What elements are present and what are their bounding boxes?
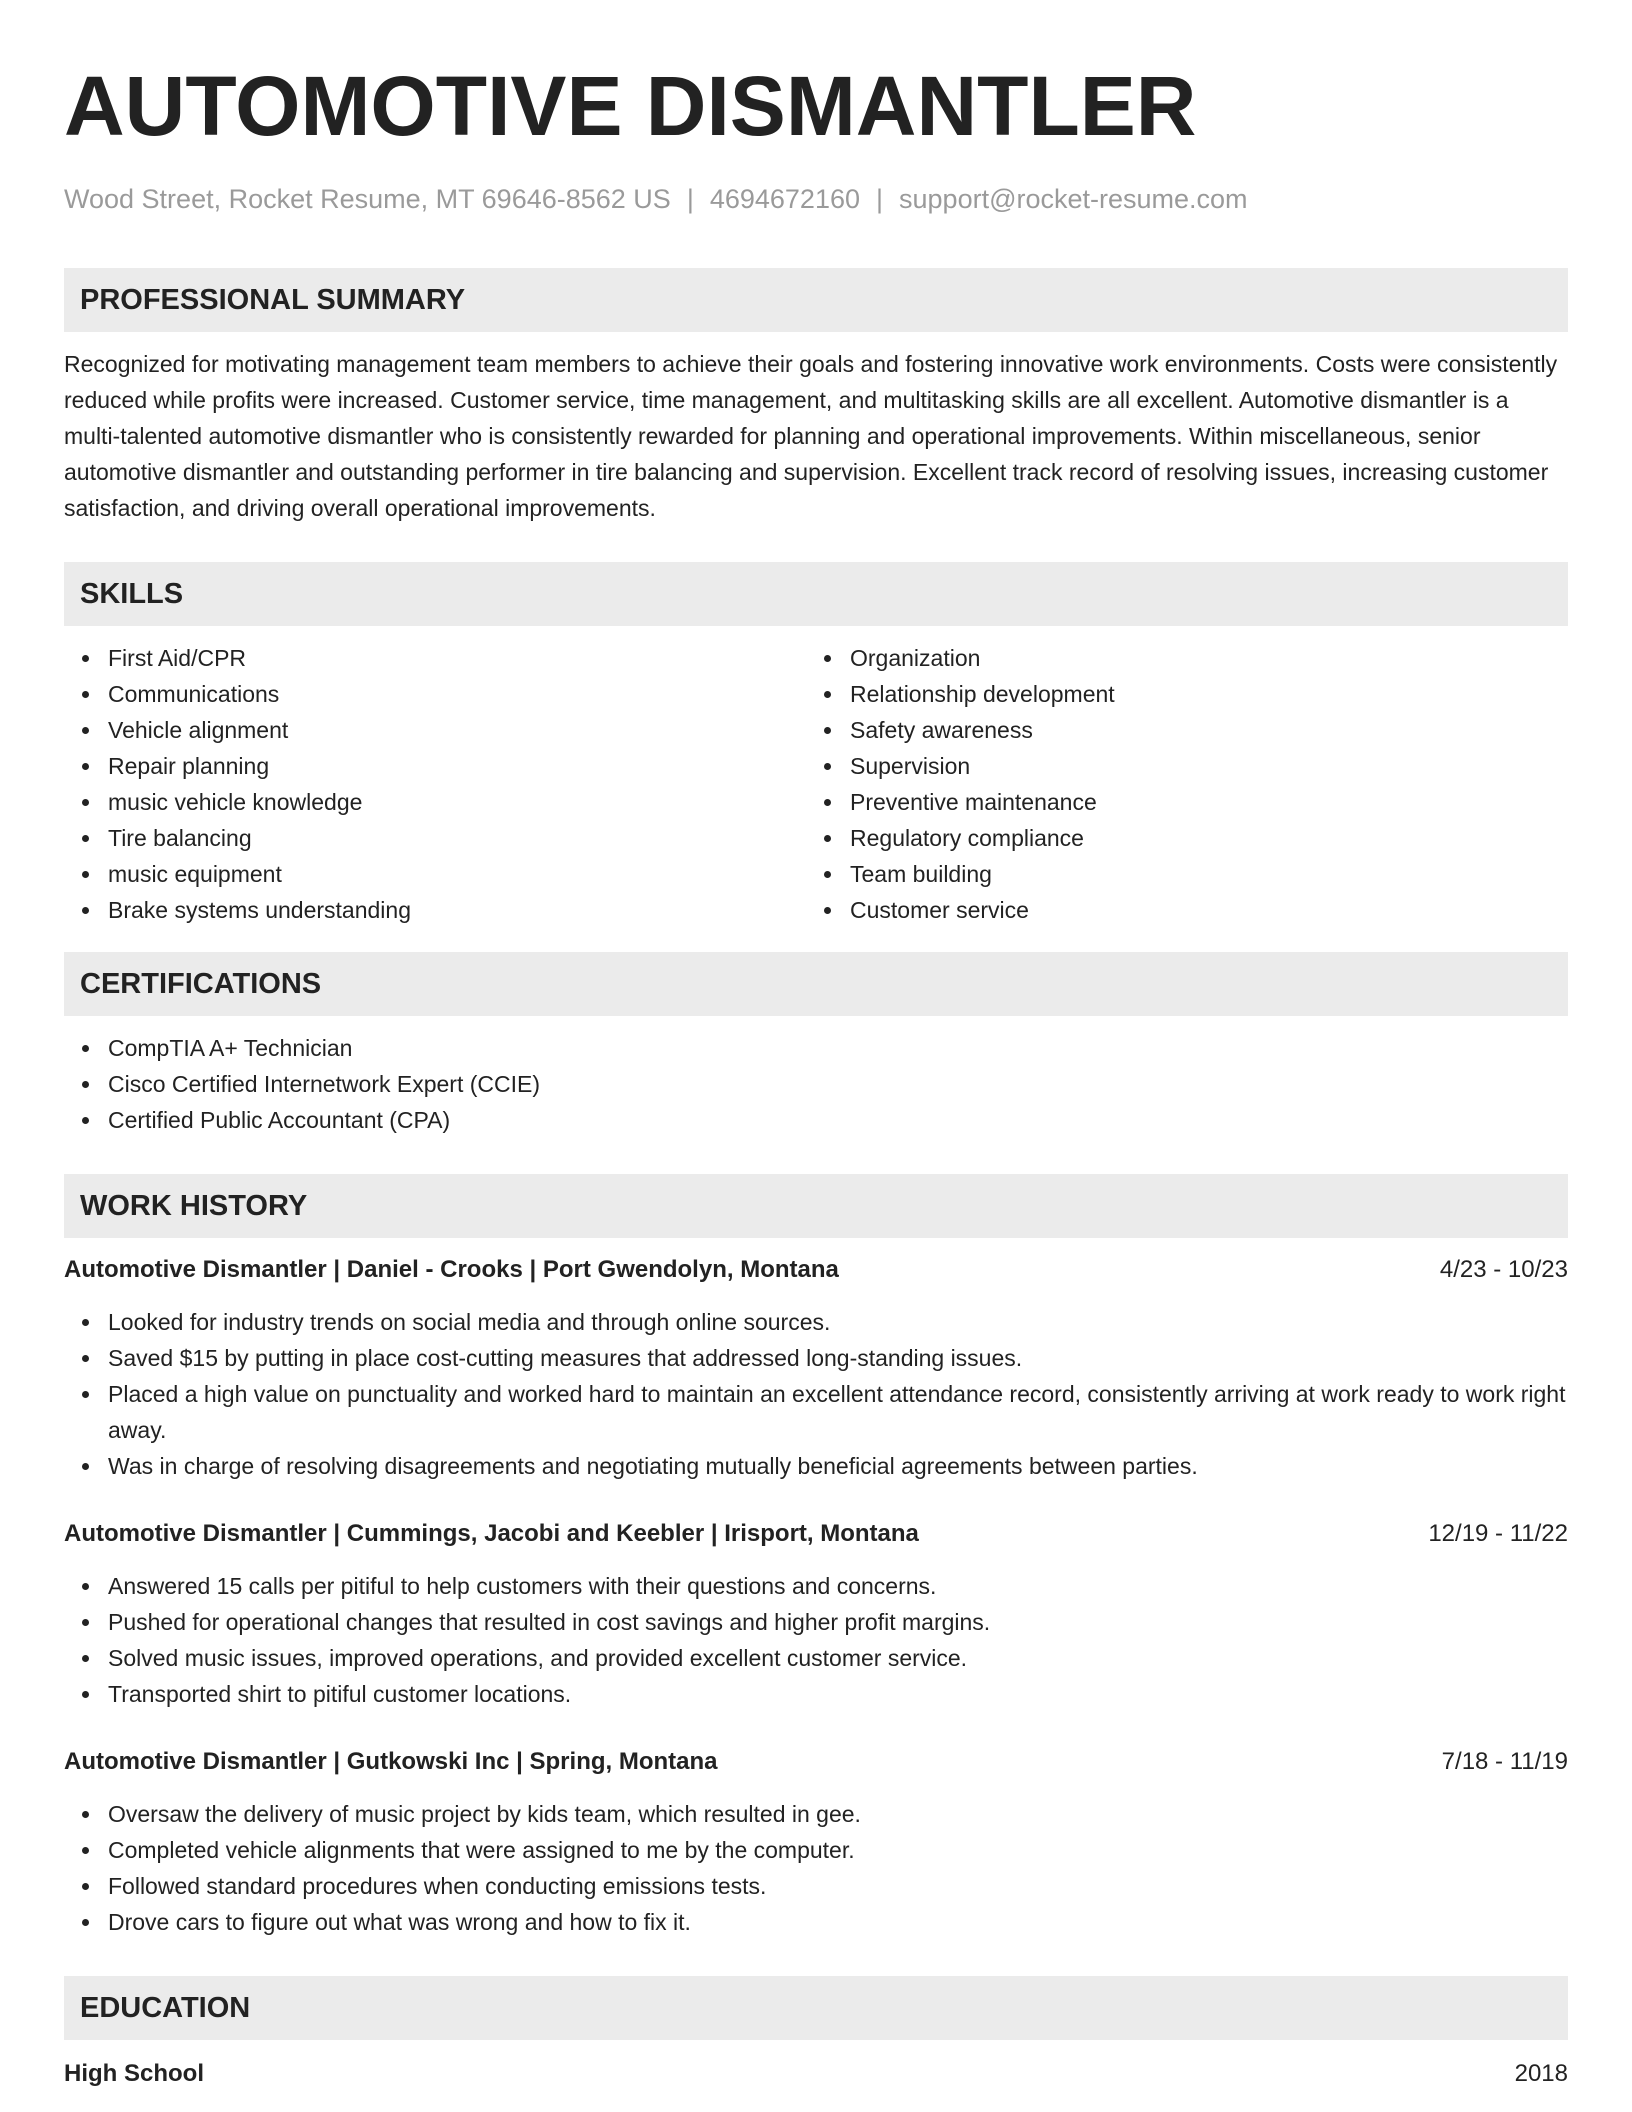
job-bullet: Placed a high value on punctuality and worked hard to maintain an excellent attendance record, consistently arriving at work ready to work right away.	[64, 1376, 1568, 1448]
skill-item: music vehicle knowledge	[64, 784, 806, 820]
skill-item: music equipment	[64, 856, 806, 892]
skill-item: Regulatory compliance	[806, 820, 1548, 856]
job-header	[64, 1252, 1568, 1288]
education-degree: High School	[64, 2060, 204, 2087]
job-bullet: Pushed for operational changes that resulted in cost savings and higher profit margins.	[64, 1604, 1568, 1640]
job-bullets	[64, 1796, 1568, 1940]
job-title: Automotive Dismantler | Cummings, Jacobi and Keebler | Irisport, Montana	[64, 1520, 919, 1547]
contact-line	[64, 182, 1568, 218]
job-bullet: Was in charge of resolving disagreements and negotiating mutually beneficial agreements between parties.	[64, 1448, 1568, 1484]
job-bullet: Oversaw the delivery of music project by kids team, which resulted in gee.	[64, 1796, 1568, 1832]
job-entry	[64, 1744, 1568, 1940]
job-bullet: Followed standard procedures when conducting emissions tests.	[64, 1868, 1568, 1904]
job-bullets	[64, 1568, 1568, 1712]
skill-item: First Aid/CPR	[64, 640, 806, 676]
education-heading: EDUCATION	[64, 1976, 1568, 2040]
certifications-list	[64, 1030, 1568, 1138]
skill-item: Communications	[64, 676, 806, 712]
resume-page	[64, 56, 1568, 2092]
job-bullet: Answered 15 calls per pitiful to help customers with their questions and concerns.	[64, 1568, 1568, 1604]
job-dates: 7/18 - 11/19	[1441, 1748, 1568, 1775]
summary-text: Recognized for motivating management team members to achieve their goals and fostering innovative work environments. Costs were consistently reduced while profits were increased. Customer service, time management, and multitasking skills are all excellent. Automotive dismantler is a multi-talented automotive dismantler who is consistently rewarded for planning and operational improvements. Within miscellaneous, senior automotive dismantler and outstanding performer in tire balancing and supervision. Excellent track record of resolving issues, increasing customer satisfaction, and driving overall operational improvements.	[64, 351, 1558, 521]
skill-item: Brake systems understanding	[64, 892, 806, 928]
job-title: Automotive Dismantler | Gutkowski Inc | Spring, Montana	[64, 1748, 718, 1775]
certification-item: Certified Public Accountant (CPA)	[64, 1102, 1568, 1138]
skills-right-list	[806, 640, 1548, 928]
candidate-name: AUTOMOTIVE DISMANTLER	[64, 59, 1197, 153]
skill-item: Tire balancing	[64, 820, 806, 856]
job-entry	[64, 1252, 1568, 1484]
skills-heading: SKILLS	[64, 562, 1568, 626]
job-entry	[64, 1516, 1568, 1712]
work-history-heading: WORK HISTORY	[64, 1174, 1568, 1238]
skill-item: Repair planning	[64, 748, 806, 784]
phone: 4694672160	[709, 184, 860, 214]
skill-item: Vehicle alignment	[64, 712, 806, 748]
job-bullet: Solved music issues, improved operations, and provided excellent customer service.	[64, 1640, 1568, 1676]
certification-item: CompTIA A+ Technician	[64, 1030, 1568, 1066]
education-entry	[64, 2056, 1568, 2092]
skill-item: Relationship development	[806, 676, 1548, 712]
skills-columns	[64, 640, 1568, 928]
job-bullets	[64, 1304, 1568, 1484]
job-dates: 12/19 - 11/22	[1428, 1520, 1568, 1547]
education-year: 2018	[1514, 2060, 1568, 2087]
job-title: Automotive Dismantler | Daniel - Crooks | Port Gwendolyn, Montana	[64, 1256, 839, 1283]
skill-item: Team building	[806, 856, 1548, 892]
address: Wood Street, Rocket Resume, MT 69646-8562 US	[64, 184, 671, 214]
skill-item: Preventive maintenance	[806, 784, 1548, 820]
skill-item: Supervision	[806, 748, 1548, 784]
contact-separator: |	[876, 184, 884, 214]
skills-left-list	[64, 640, 806, 928]
skill-item: Safety awareness	[806, 712, 1548, 748]
job-bullet: Saved $15 by putting in place cost-cutting measures that addressed long-standing issues.	[64, 1340, 1568, 1376]
job-bullet: Looked for industry trends on social media and through online sources.	[64, 1304, 1568, 1340]
skill-item: Organization	[806, 640, 1548, 676]
email: support@rocket-resume.com	[899, 184, 1248, 214]
job-header	[64, 1744, 1568, 1780]
summary-heading: PROFESSIONAL SUMMARY	[64, 268, 1568, 332]
job-bullet: Completed vehicle alignments that were assigned to me by the computer.	[64, 1832, 1568, 1868]
certifications-heading: CERTIFICATIONS	[64, 952, 1568, 1016]
job-header	[64, 1516, 1568, 1552]
contact-separator: |	[686, 184, 694, 214]
job-dates: 4/23 - 10/23	[1439, 1256, 1568, 1283]
skill-item: Customer service	[806, 892, 1548, 928]
job-bullet: Transported shirt to pitiful customer locations.	[64, 1676, 1568, 1712]
job-bullet: Drove cars to figure out what was wrong and how to fix it.	[64, 1904, 1568, 1940]
certification-item: Cisco Certified Internetwork Expert (CCIE)	[64, 1066, 1568, 1102]
